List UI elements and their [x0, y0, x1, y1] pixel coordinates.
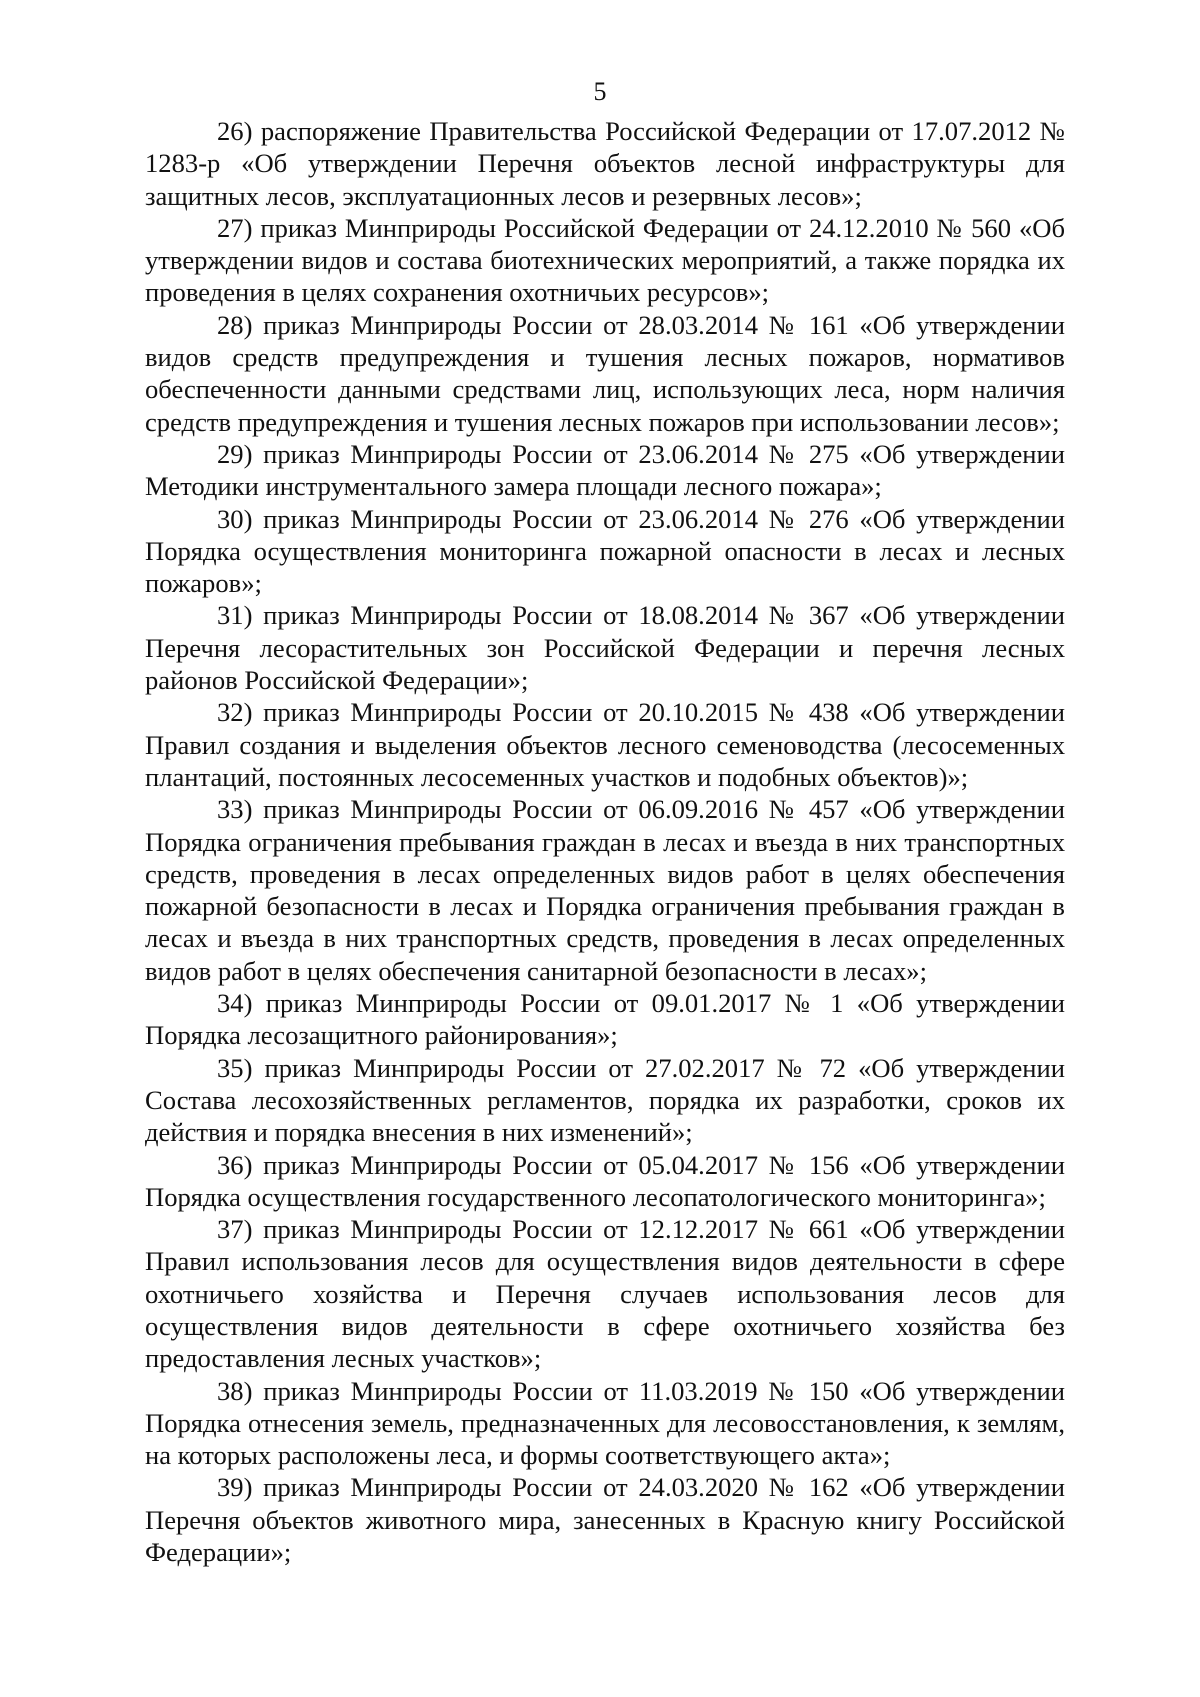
list-item: 35) приказ Минприроды России от 27.02.2017 № 72 «Об утверждении Состава лесохозяйственных регламентов, порядка их разработки, сроков их действия и порядка внесения в них изменений»; [145, 1052, 1065, 1148]
list-item: 32) приказ Минприроды России от 20.10.2015 № 438 «Об утверждении Правил создания и выделения объектов лесного семеноводства (лесосеменных плантаций, постоянных лесосеменных участков и подобных объектов)»; [145, 697, 1065, 792]
list-item: 33) приказ Минприроды России от 06.09.2016 № 457 «Об утверждении Порядка ограничения пребывания граждан в лесах и въезда в них транспортных средств, проведения в лесах определенных видов работ в целях обеспечения пожарной безопасности в лесах и Порядка ограничения пребывания граждан в лесах и въезда в них транспортных средств, проведения в лесах определенных видов работ в целях обеспечения санитарной безопасности в лесах»; [145, 794, 1065, 986]
list-item: 34) приказ Минприроды России от 09.01.2017 № 1 «Об утверждении Порядка лесозащитного районирования»; [145, 988, 1065, 1051]
list-item: 39) приказ Минприроды России от 24.03.2020 № 162 «Об утверждении Перечня объектов животного мира, занесенных в Красную книгу Российской Федерации»; [145, 1472, 1065, 1568]
list-item: 29) приказ Минприроды России от 23.06.2014 № 275 «Об утверждении Методики инструментального замера площади лесного пожара»; [145, 438, 1065, 502]
page-number: 5 [593, 77, 607, 106]
list-item: 36) приказ Минприроды России от 05.04.2017 № 156 «Об утверждении Порядка осуществления государственного лесопатологического мониторинга»; [145, 1149, 1065, 1212]
list-item: 27) приказ Минприроды Российской Федерации от 24.12.2010 № 560 «Об утверждении видов и состава биотехнических мероприятий, а также порядка их проведения в целях сохранения охотничьих ресурсов»; [145, 212, 1065, 308]
document-body [145, 115, 1065, 1568]
list-item: 26) распоряжение Правительства Российской Федерации от 17.07.2012 № 1283-р «Об утверждении Перечня объектов лесной инфраструктуры для защитных лесов, эксплуатационных лесов и резервных лесов»; [145, 116, 1065, 211]
list-item: 38) приказ Минприроды России от 11.03.2019 № 150 «Об утверждении Порядка отнесения земель, предназначенных для лесовосстановления, к землям, на которых расположены леса, и формы соответствующего акта»; [145, 1375, 1065, 1471]
list-item: 31) приказ Минприроды России от 18.08.2014 № 367 «Об утверждении Перечня лесорастительных зон Российской Федерации и перечня лесных районов Российской Федерации»; [145, 600, 1065, 696]
list-item: 37) приказ Минприроды России от 12.12.2017 № 661 «Об утверждении Правил использования лесов для осуществления видов деятельности в сфере охотничьего хозяйства и Перечня случаев использования лесов для осуществления видов деятельности в сфере охотничьего хозяйства без предоставления лесных участков»; [145, 1214, 1065, 1374]
list-item: 30) приказ Минприроды России от 23.06.2014 № 276 «Об утверждении Порядка осуществления мониторинга пожарной опасности в лесах и лесных пожаров»; [145, 503, 1065, 599]
list-item: 28) приказ Минприроды России от 28.03.2014 № 161 «Об утверждении видов средств предупреждения и тушения лесных пожаров, нормативов обеспеченности данными средствами лиц, использующих леса, норм наличия средств предупреждения и тушения лесных пожаров при использовании лесов»; [145, 309, 1065, 437]
